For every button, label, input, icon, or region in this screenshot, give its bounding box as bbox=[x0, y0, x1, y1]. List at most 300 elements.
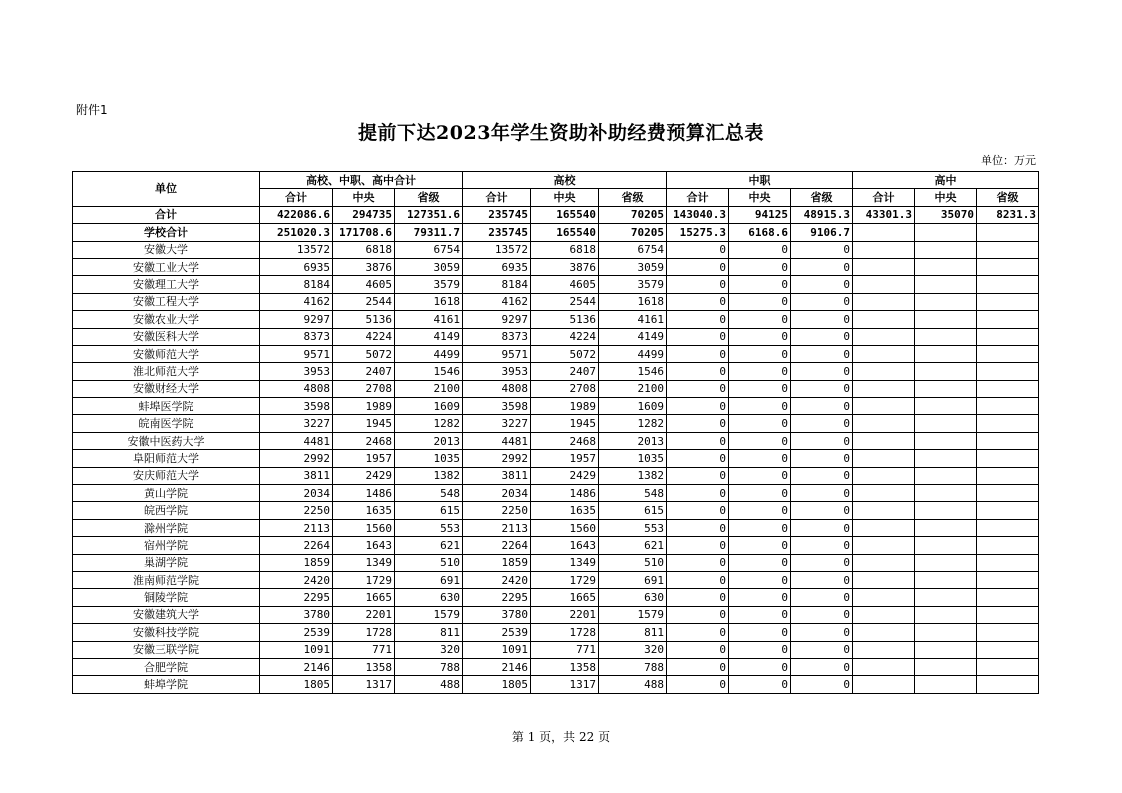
value-cell bbox=[915, 380, 977, 397]
value-cell: 171708.6 bbox=[333, 224, 395, 241]
group-header-total: 高校、中职、高中合计 bbox=[260, 172, 463, 189]
table-row bbox=[73, 658, 1039, 675]
value-cell: 6754 bbox=[599, 241, 667, 258]
value-cell: 0 bbox=[667, 432, 729, 449]
value-cell bbox=[853, 432, 915, 449]
value-cell: 2539 bbox=[463, 624, 531, 641]
value-cell bbox=[915, 606, 977, 623]
value-cell: 1945 bbox=[333, 415, 395, 432]
row-name-cell: 阜阳师范大学 bbox=[73, 450, 260, 467]
value-cell: 4149 bbox=[395, 328, 463, 345]
value-cell: 5136 bbox=[333, 311, 395, 328]
value-cell: 235745 bbox=[463, 224, 531, 241]
value-cell bbox=[915, 363, 977, 380]
value-cell: 811 bbox=[395, 624, 463, 641]
row-name-cell: 安徽工业大学 bbox=[73, 258, 260, 275]
group-header-highschool: 高中 bbox=[853, 172, 1039, 189]
value-cell: 0 bbox=[667, 380, 729, 397]
value-cell: 4162 bbox=[260, 293, 333, 310]
sub-header-total: 合计 bbox=[667, 189, 729, 206]
value-cell: 6935 bbox=[260, 258, 333, 275]
value-cell bbox=[977, 293, 1039, 310]
value-cell: 2295 bbox=[260, 589, 333, 606]
table-row bbox=[73, 380, 1039, 397]
value-cell: 8231.3 bbox=[977, 206, 1039, 223]
value-cell: 4605 bbox=[333, 276, 395, 293]
row-name-cell: 皖西学院 bbox=[73, 502, 260, 519]
value-cell: 1859 bbox=[463, 554, 531, 571]
value-cell: 1486 bbox=[333, 485, 395, 502]
value-cell: 0 bbox=[729, 363, 791, 380]
value-cell: 0 bbox=[667, 450, 729, 467]
value-cell: 0 bbox=[667, 571, 729, 588]
value-cell: 1486 bbox=[531, 485, 599, 502]
value-cell: 79311.7 bbox=[395, 224, 463, 241]
value-cell: 43301.3 bbox=[853, 206, 915, 223]
value-cell: 0 bbox=[729, 554, 791, 571]
value-cell: 1643 bbox=[531, 537, 599, 554]
value-cell: 2264 bbox=[463, 537, 531, 554]
table-row bbox=[73, 432, 1039, 449]
unit-column-header: 单位 bbox=[73, 172, 260, 207]
value-cell: 9297 bbox=[260, 311, 333, 328]
table-row bbox=[73, 676, 1039, 693]
value-cell: 1805 bbox=[463, 676, 531, 693]
value-cell bbox=[977, 554, 1039, 571]
row-name-cell: 巢湖学院 bbox=[73, 554, 260, 571]
value-cell bbox=[853, 502, 915, 519]
value-cell: 9571 bbox=[463, 345, 531, 362]
value-cell: 4162 bbox=[463, 293, 531, 310]
group-header-vocational: 中职 bbox=[667, 172, 853, 189]
value-cell bbox=[977, 624, 1039, 641]
table-row bbox=[73, 415, 1039, 432]
value-cell: 2539 bbox=[260, 624, 333, 641]
value-cell: 0 bbox=[729, 432, 791, 449]
value-cell: 320 bbox=[395, 641, 463, 658]
value-cell bbox=[853, 311, 915, 328]
row-name-cell: 安徽科技学院 bbox=[73, 624, 260, 641]
value-cell: 548 bbox=[395, 485, 463, 502]
table-row bbox=[73, 241, 1039, 258]
value-cell bbox=[915, 519, 977, 536]
value-cell: 0 bbox=[729, 293, 791, 310]
value-cell: 2250 bbox=[260, 502, 333, 519]
row-name-cell: 安徽三联学院 bbox=[73, 641, 260, 658]
sub-header-provincial: 省级 bbox=[977, 189, 1039, 206]
value-cell: 8184 bbox=[260, 276, 333, 293]
value-cell: 2034 bbox=[260, 485, 333, 502]
value-cell bbox=[977, 398, 1039, 415]
value-cell: 1957 bbox=[333, 450, 395, 467]
value-cell bbox=[853, 450, 915, 467]
table-row bbox=[73, 293, 1039, 310]
value-cell: 0 bbox=[667, 293, 729, 310]
value-cell: 2420 bbox=[463, 571, 531, 588]
value-cell: 3059 bbox=[599, 258, 667, 275]
value-cell bbox=[853, 641, 915, 658]
value-cell bbox=[853, 571, 915, 588]
value-cell: 0 bbox=[729, 485, 791, 502]
value-cell: 0 bbox=[667, 606, 729, 623]
value-cell: 0 bbox=[667, 658, 729, 675]
value-cell: 2992 bbox=[463, 450, 531, 467]
value-cell: 0 bbox=[791, 606, 853, 623]
value-cell: 3227 bbox=[463, 415, 531, 432]
value-cell: 165540 bbox=[531, 224, 599, 241]
row-name-cell: 铜陵学院 bbox=[73, 589, 260, 606]
value-cell: 0 bbox=[667, 537, 729, 554]
value-cell: 0 bbox=[791, 432, 853, 449]
value-cell: 6935 bbox=[463, 258, 531, 275]
value-cell: 2264 bbox=[260, 537, 333, 554]
value-cell: 8184 bbox=[463, 276, 531, 293]
value-cell: 1579 bbox=[599, 606, 667, 623]
value-cell: 2146 bbox=[463, 658, 531, 675]
value-cell bbox=[977, 537, 1039, 554]
table-row bbox=[73, 606, 1039, 623]
value-cell bbox=[915, 311, 977, 328]
value-cell: 1665 bbox=[333, 589, 395, 606]
value-cell: 2146 bbox=[260, 658, 333, 675]
value-cell: 1728 bbox=[531, 624, 599, 641]
value-cell bbox=[977, 589, 1039, 606]
sub-header-central: 中央 bbox=[729, 189, 791, 206]
value-cell: 0 bbox=[667, 258, 729, 275]
value-cell: 0 bbox=[729, 571, 791, 588]
table-row bbox=[73, 519, 1039, 536]
row-name-cell: 安徽中医药大学 bbox=[73, 432, 260, 449]
value-cell: 1317 bbox=[531, 676, 599, 693]
value-cell: 2420 bbox=[260, 571, 333, 588]
value-cell bbox=[915, 589, 977, 606]
value-cell: 1382 bbox=[395, 467, 463, 484]
value-cell: 553 bbox=[395, 519, 463, 536]
value-cell bbox=[915, 241, 977, 258]
value-cell: 0 bbox=[667, 676, 729, 693]
sub-header-total: 合计 bbox=[853, 189, 915, 206]
sub-header-total: 合计 bbox=[463, 189, 531, 206]
value-cell: 15275.3 bbox=[667, 224, 729, 241]
value-cell: 5136 bbox=[531, 311, 599, 328]
value-cell: 0 bbox=[729, 467, 791, 484]
value-cell bbox=[915, 293, 977, 310]
value-cell: 1635 bbox=[333, 502, 395, 519]
value-cell: 811 bbox=[599, 624, 667, 641]
value-cell: 6818 bbox=[531, 241, 599, 258]
value-cell: 9297 bbox=[463, 311, 531, 328]
value-cell: 0 bbox=[667, 415, 729, 432]
value-cell: 5072 bbox=[531, 345, 599, 362]
value-cell: 0 bbox=[791, 328, 853, 345]
value-cell: 320 bbox=[599, 641, 667, 658]
value-cell: 691 bbox=[395, 571, 463, 588]
table-row bbox=[73, 624, 1039, 641]
value-cell bbox=[853, 363, 915, 380]
value-cell bbox=[853, 276, 915, 293]
value-cell: 0 bbox=[791, 293, 853, 310]
row-name-cell: 安徽师范大学 bbox=[73, 345, 260, 362]
value-cell: 2429 bbox=[333, 467, 395, 484]
value-cell: 8373 bbox=[463, 328, 531, 345]
value-cell: 1805 bbox=[260, 676, 333, 693]
value-cell: 0 bbox=[791, 519, 853, 536]
value-cell: 0 bbox=[791, 415, 853, 432]
value-cell: 1729 bbox=[333, 571, 395, 588]
row-name-cell: 安徽农业大学 bbox=[73, 311, 260, 328]
attachment-label: 附件1 bbox=[76, 103, 108, 117]
value-cell: 0 bbox=[667, 363, 729, 380]
sub-header-total: 合计 bbox=[260, 189, 333, 206]
value-cell bbox=[977, 571, 1039, 588]
table-row bbox=[73, 571, 1039, 588]
value-cell: 0 bbox=[729, 641, 791, 658]
table-row bbox=[73, 311, 1039, 328]
value-cell: 9571 bbox=[260, 345, 333, 362]
value-cell: 1358 bbox=[333, 658, 395, 675]
value-cell: 2708 bbox=[333, 380, 395, 397]
value-cell: 615 bbox=[599, 502, 667, 519]
sub-header-provincial: 省级 bbox=[599, 189, 667, 206]
value-cell bbox=[915, 537, 977, 554]
value-cell bbox=[853, 380, 915, 397]
value-cell: 2468 bbox=[333, 432, 395, 449]
value-cell bbox=[915, 345, 977, 362]
value-cell: 0 bbox=[729, 658, 791, 675]
value-cell: 0 bbox=[791, 624, 853, 641]
value-cell: 0 bbox=[791, 537, 853, 554]
value-cell: 13572 bbox=[463, 241, 531, 258]
value-cell bbox=[853, 658, 915, 675]
value-cell bbox=[853, 589, 915, 606]
value-cell: 1618 bbox=[395, 293, 463, 310]
value-cell: 0 bbox=[729, 519, 791, 536]
value-cell: 1618 bbox=[599, 293, 667, 310]
value-cell bbox=[853, 415, 915, 432]
value-cell: 0 bbox=[729, 450, 791, 467]
value-cell: 4224 bbox=[333, 328, 395, 345]
value-cell: 4481 bbox=[463, 432, 531, 449]
value-cell bbox=[977, 519, 1039, 536]
value-cell bbox=[977, 485, 1039, 502]
value-cell: 6754 bbox=[395, 241, 463, 258]
value-cell: 6818 bbox=[333, 241, 395, 258]
value-cell: 0 bbox=[791, 311, 853, 328]
value-cell: 2429 bbox=[531, 467, 599, 484]
value-cell: 4149 bbox=[599, 328, 667, 345]
table-row bbox=[73, 502, 1039, 519]
value-cell bbox=[977, 450, 1039, 467]
value-cell: 1579 bbox=[395, 606, 463, 623]
value-cell: 2407 bbox=[531, 363, 599, 380]
value-cell: 1665 bbox=[531, 589, 599, 606]
table-row bbox=[73, 345, 1039, 362]
value-cell: 0 bbox=[791, 485, 853, 502]
value-cell: 1349 bbox=[333, 554, 395, 571]
value-cell: 0 bbox=[667, 554, 729, 571]
value-cell: 0 bbox=[729, 676, 791, 693]
value-cell: 0 bbox=[791, 467, 853, 484]
value-cell: 488 bbox=[395, 676, 463, 693]
value-cell: 0 bbox=[791, 571, 853, 588]
value-cell: 1035 bbox=[599, 450, 667, 467]
sub-header-central: 中央 bbox=[915, 189, 977, 206]
sub-header-provincial: 省级 bbox=[791, 189, 853, 206]
table-row bbox=[73, 641, 1039, 658]
value-cell bbox=[977, 328, 1039, 345]
value-cell: 2468 bbox=[531, 432, 599, 449]
value-cell bbox=[915, 328, 977, 345]
value-cell: 621 bbox=[395, 537, 463, 554]
value-cell bbox=[977, 467, 1039, 484]
sub-header-provincial: 省级 bbox=[395, 189, 463, 206]
value-cell: 1609 bbox=[599, 398, 667, 415]
table-row bbox=[73, 467, 1039, 484]
value-cell bbox=[977, 502, 1039, 519]
value-cell bbox=[915, 502, 977, 519]
value-cell: 0 bbox=[729, 589, 791, 606]
value-cell: 3780 bbox=[260, 606, 333, 623]
value-cell: 2113 bbox=[260, 519, 333, 536]
table-row bbox=[73, 554, 1039, 571]
value-cell: 2992 bbox=[260, 450, 333, 467]
value-cell: 2201 bbox=[333, 606, 395, 623]
value-cell bbox=[977, 241, 1039, 258]
value-cell bbox=[977, 311, 1039, 328]
table-row bbox=[73, 206, 1039, 223]
value-cell: 0 bbox=[667, 311, 729, 328]
value-cell: 294735 bbox=[333, 206, 395, 223]
value-cell: 4499 bbox=[599, 345, 667, 362]
row-name-cell: 安徽理工大学 bbox=[73, 276, 260, 293]
value-cell: 0 bbox=[791, 554, 853, 571]
value-cell: 3811 bbox=[260, 467, 333, 484]
value-cell bbox=[853, 398, 915, 415]
value-cell: 94125 bbox=[729, 206, 791, 223]
value-cell: 0 bbox=[791, 589, 853, 606]
row-name-cell: 蚌埠医学院 bbox=[73, 398, 260, 415]
value-cell: 1945 bbox=[531, 415, 599, 432]
table-row bbox=[73, 258, 1039, 275]
row-name-cell: 安庆师范大学 bbox=[73, 467, 260, 484]
value-cell: 13572 bbox=[260, 241, 333, 258]
value-cell bbox=[977, 363, 1039, 380]
value-cell: 4161 bbox=[395, 311, 463, 328]
value-cell: 2708 bbox=[531, 380, 599, 397]
value-cell bbox=[915, 485, 977, 502]
value-cell: 691 bbox=[599, 571, 667, 588]
table-row bbox=[73, 537, 1039, 554]
value-cell: 0 bbox=[791, 502, 853, 519]
row-name-cell: 宿州学院 bbox=[73, 537, 260, 554]
value-cell: 488 bbox=[599, 676, 667, 693]
value-cell: 0 bbox=[791, 241, 853, 258]
value-cell bbox=[853, 485, 915, 502]
value-cell: 2013 bbox=[599, 432, 667, 449]
row-name-cell: 安徽财经大学 bbox=[73, 380, 260, 397]
value-cell: 127351.6 bbox=[395, 206, 463, 223]
value-cell: 0 bbox=[729, 258, 791, 275]
row-name-cell: 安徽大学 bbox=[73, 241, 260, 258]
value-cell: 0 bbox=[729, 276, 791, 293]
value-cell: 630 bbox=[395, 589, 463, 606]
row-name-cell: 黄山学院 bbox=[73, 485, 260, 502]
value-cell bbox=[853, 241, 915, 258]
table-row bbox=[73, 398, 1039, 415]
value-cell bbox=[853, 258, 915, 275]
value-cell: 1546 bbox=[599, 363, 667, 380]
value-cell bbox=[853, 519, 915, 536]
value-cell bbox=[853, 328, 915, 345]
value-cell: 0 bbox=[791, 258, 853, 275]
value-cell: 548 bbox=[599, 485, 667, 502]
value-cell bbox=[915, 415, 977, 432]
value-cell: 0 bbox=[729, 415, 791, 432]
value-cell bbox=[853, 537, 915, 554]
value-cell: 0 bbox=[791, 641, 853, 658]
value-cell bbox=[853, 467, 915, 484]
value-cell: 0 bbox=[667, 641, 729, 658]
value-cell bbox=[977, 415, 1039, 432]
value-cell bbox=[853, 345, 915, 362]
value-cell: 1989 bbox=[531, 398, 599, 415]
table-row bbox=[73, 224, 1039, 241]
row-name-cell: 淮北师范大学 bbox=[73, 363, 260, 380]
table-row bbox=[73, 485, 1039, 502]
value-cell: 3811 bbox=[463, 467, 531, 484]
value-cell: 2201 bbox=[531, 606, 599, 623]
value-cell: 2113 bbox=[463, 519, 531, 536]
value-cell: 0 bbox=[667, 398, 729, 415]
value-cell: 0 bbox=[729, 606, 791, 623]
value-cell bbox=[853, 606, 915, 623]
value-cell bbox=[977, 380, 1039, 397]
value-cell: 3953 bbox=[463, 363, 531, 380]
value-cell: 630 bbox=[599, 589, 667, 606]
value-cell: 4808 bbox=[260, 380, 333, 397]
value-cell: 3598 bbox=[463, 398, 531, 415]
value-cell: 0 bbox=[729, 398, 791, 415]
value-cell: 1282 bbox=[599, 415, 667, 432]
value-cell: 4605 bbox=[531, 276, 599, 293]
value-cell: 2295 bbox=[463, 589, 531, 606]
value-cell bbox=[853, 624, 915, 641]
value-cell bbox=[977, 676, 1039, 693]
value-cell bbox=[977, 641, 1039, 658]
value-cell: 4224 bbox=[531, 328, 599, 345]
value-cell: 2407 bbox=[333, 363, 395, 380]
value-cell: 2544 bbox=[531, 293, 599, 310]
value-cell: 2544 bbox=[333, 293, 395, 310]
value-cell: 3579 bbox=[395, 276, 463, 293]
value-cell: 0 bbox=[791, 276, 853, 293]
value-cell: 0 bbox=[791, 398, 853, 415]
table-body bbox=[73, 206, 1039, 693]
value-cell: 1859 bbox=[260, 554, 333, 571]
value-cell: 1609 bbox=[395, 398, 463, 415]
value-cell bbox=[915, 398, 977, 415]
value-cell bbox=[915, 554, 977, 571]
value-cell: 165540 bbox=[531, 206, 599, 223]
value-cell: 9106.7 bbox=[791, 224, 853, 241]
value-cell: 1317 bbox=[333, 676, 395, 693]
value-cell: 0 bbox=[667, 589, 729, 606]
value-cell: 4161 bbox=[599, 311, 667, 328]
value-cell: 0 bbox=[667, 345, 729, 362]
value-cell: 1957 bbox=[531, 450, 599, 467]
table-row bbox=[73, 276, 1039, 293]
value-cell: 5072 bbox=[333, 345, 395, 362]
